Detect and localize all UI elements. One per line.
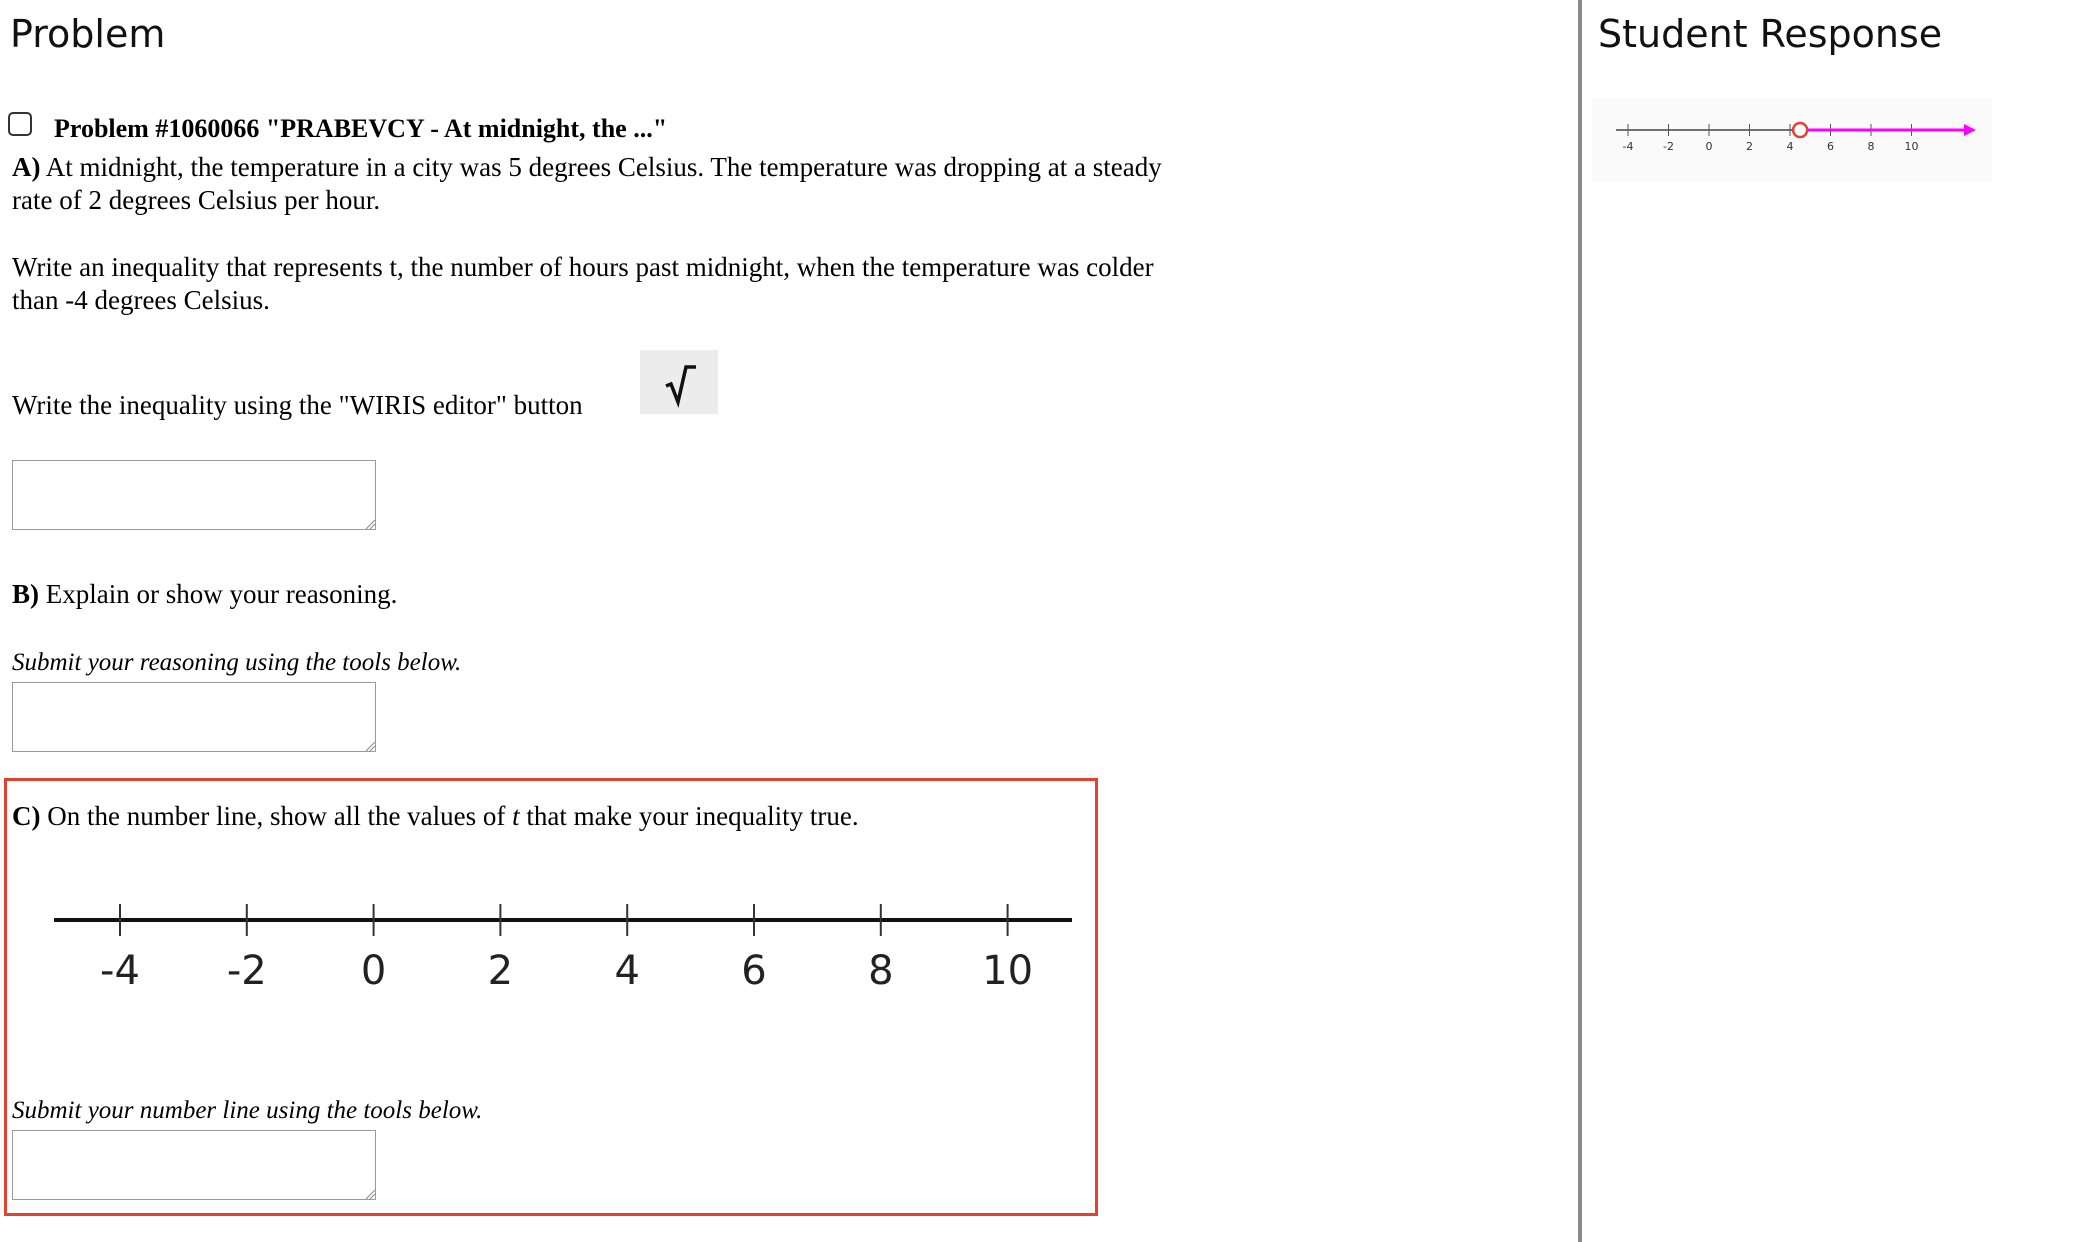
part-a-line2: rate of 2 degrees Celsius per hour.: [12, 185, 381, 215]
part-c-variable: t: [512, 801, 520, 831]
number-line-tick-label: 10: [982, 948, 1034, 994]
part-a-line1: At midnight, the temperature in a city was 5 degrees Celsius. The temperature was dropping at a steady: [45, 152, 1162, 182]
wiris-editor-button[interactable]: [640, 350, 718, 414]
part-b-submit-hint: Submit your reasoning using the tools below.: [12, 649, 462, 676]
part-a-instruction-line2: than -4 degrees Celsius.: [12, 285, 270, 315]
problem-header: Problem #1060066 "PRABEVCY - At midnight, the ...": [54, 114, 668, 143]
part-c-question-before: On the number line, show all the values of: [47, 801, 506, 831]
response-arrow-icon: [1964, 124, 1976, 136]
response-tick-label: -2: [1663, 140, 1674, 153]
part-b-answer-box[interactable]: [12, 682, 376, 752]
response-tick-label: 2: [1746, 140, 1753, 153]
part-c-answer-box[interactable]: [12, 1130, 376, 1200]
number-line-tick-label: 0: [360, 948, 387, 994]
number-line-tick-label: 4: [614, 948, 640, 994]
part-c-text: [12, 800, 859, 833]
response-tick-label: -4: [1622, 140, 1634, 153]
student-response-number-line: [1592, 98, 1992, 182]
problem-number-line: [50, 896, 1080, 1006]
number-line-tick-label: 6: [741, 948, 767, 994]
response-open-point: [1793, 123, 1807, 137]
part-a-instruction-line1: Write an inequality that represents t, the number of hours past midnight, when the temperature was colder: [12, 252, 1154, 282]
pane-title-problem: Problem: [10, 12, 166, 56]
response-tick-label: 10: [1904, 140, 1919, 153]
part-b-label: B): [12, 579, 39, 609]
pane-title-student-response: Student Response: [1598, 12, 1943, 56]
response-tick-label: 4: [1786, 140, 1794, 153]
part-c-label: C): [12, 801, 41, 831]
problem-checkbox[interactable]: [8, 112, 32, 136]
part-a-answer-box[interactable]: [12, 460, 376, 530]
number-line-tick-label: 8: [868, 948, 894, 994]
part-b-text: [12, 578, 397, 611]
part-a-label: A): [12, 152, 41, 182]
response-tick-label: 0: [1705, 140, 1713, 153]
student-response-pane: [1582, 0, 2076, 1242]
student-response-image: [1592, 98, 1992, 182]
wiris-prompt: Write the inequality using the "WIRIS editor" button: [12, 390, 583, 420]
response-tick-label: 8: [1867, 140, 1875, 153]
part-c-question-after: that make your inequality true.: [526, 801, 859, 831]
response-tick-label: 6: [1827, 140, 1834, 153]
part-b-question: Explain or show your reasoning.: [45, 579, 398, 609]
part-c-submit-hint: Submit your number line using the tools below.: [12, 1097, 483, 1124]
number-line-tick-label: -2: [226, 948, 267, 994]
number-line-tick-label: -4: [100, 948, 140, 994]
number-line-tick-label: 2: [487, 948, 514, 994]
sqrt-icon: [640, 350, 718, 414]
part-a-text-line1: [12, 151, 1162, 184]
